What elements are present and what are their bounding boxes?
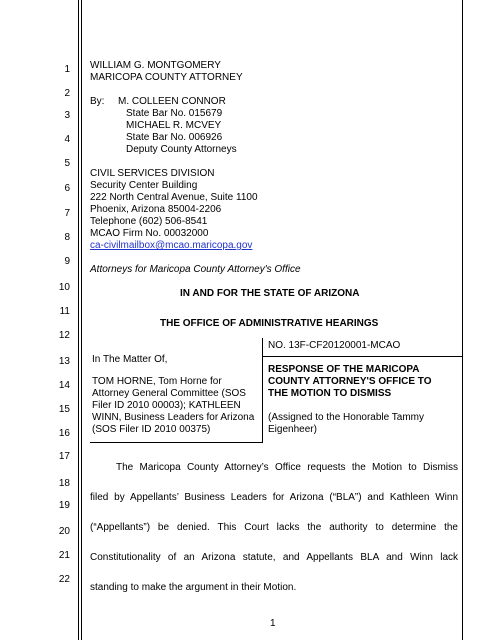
email-link[interactable]: ca-civilmailbox@mcao.maricopa.gov xyxy=(90,240,253,251)
body-line: The Maricopa County Attorney’s Office requests the Motion to Dismiss xyxy=(116,462,458,473)
line-number: 8 xyxy=(64,232,70,243)
line-number: 10 xyxy=(58,282,70,293)
by-line: M. COLLEEN CONNOR xyxy=(118,96,226,107)
by-line: Deputy County Attorneys xyxy=(126,144,237,155)
line-number: 7 xyxy=(64,208,70,219)
division-line: Telephone (602) 506-8541 xyxy=(90,216,208,227)
line-number: 6 xyxy=(64,183,70,194)
attorneys-for: Attorneys for Maricopa County Attorney's Office xyxy=(90,264,301,275)
line-number: 16 xyxy=(58,428,70,439)
line-number: 20 xyxy=(58,526,70,537)
court-heading: IN AND FOR THE STATE OF ARIZONA xyxy=(180,288,360,299)
response-title: THE MOTION TO DISMISS xyxy=(268,388,392,399)
division-line: Security Center Building xyxy=(90,180,198,191)
line-number: 4 xyxy=(64,134,70,145)
line-number: 11 xyxy=(59,306,70,317)
line-number: 2 xyxy=(64,88,70,99)
caption-divider xyxy=(262,356,462,357)
attorney-office: MARICOPA COUNTY ATTORNEY xyxy=(90,72,243,83)
party-line: Filer ID 2010 00003); KATHLEEN xyxy=(92,400,241,411)
by-line: State Bar No. 015679 xyxy=(126,108,223,119)
party-line: WINN, Business Leaders for Arizona xyxy=(92,412,255,423)
assigned-line: Eigenheer) xyxy=(268,424,317,435)
by-line: State Bar No. 006926 xyxy=(126,132,223,143)
line-number: 22 xyxy=(58,574,70,585)
attorney-name: WILLIAM G. MONTGOMERY xyxy=(90,60,221,71)
body-line: filed by Appellants’ Business Leaders for Arizona (“BLA”) and Kathleen Winn xyxy=(90,492,458,503)
division-line: MCAO Firm No. 00032000 xyxy=(90,228,209,239)
by-label: By: xyxy=(90,96,105,107)
by-line: MICHAEL R. MCVEY xyxy=(126,120,222,131)
body-line: Constitutionality of an Arizona statute, and Appellants BLA and Winn lack xyxy=(90,552,458,563)
response-title: COUNTY ATTORNEY'S OFFICE TO xyxy=(268,376,432,387)
line-number: 14 xyxy=(58,380,70,391)
page-number: 1 xyxy=(270,618,276,629)
party-line: TOM HORNE, Tom Horne for xyxy=(92,376,222,387)
line-number: 12 xyxy=(58,330,70,341)
margin-rule-left-outer xyxy=(78,0,79,640)
margin-rule-right xyxy=(462,0,463,640)
line-number: 19 xyxy=(58,500,70,511)
matter-label: In The Matter Of, xyxy=(92,354,168,365)
line-number: 17 xyxy=(58,451,70,462)
division-line: CIVIL SERVICES DIVISION xyxy=(90,168,215,179)
party-line: (SOS Filer ID 2010 00375) xyxy=(92,424,211,435)
line-number: 13 xyxy=(58,356,70,367)
division-line: 222 North Central Avenue, Suite 1100 xyxy=(90,192,258,203)
line-number: 9 xyxy=(64,256,70,267)
assigned-line: (Assigned to the Honorable Tammy xyxy=(268,412,425,423)
margin-rule-left-inner xyxy=(81,0,82,640)
party-line: Attorney General Committee (SOS xyxy=(92,388,246,399)
response-title: RESPONSE OF THE MARICOPA xyxy=(268,364,420,375)
case-number: NO. 13F-CF20120001-MCAO xyxy=(268,340,401,351)
line-number: 15 xyxy=(58,404,70,415)
line-number: 21 xyxy=(58,550,70,561)
line-number: 18 xyxy=(58,478,70,489)
line-number: 1 xyxy=(64,64,70,75)
division-line: Phoenix, Arizona 85004-2206 xyxy=(90,204,222,215)
court-subheading: THE OFFICE OF ADMINISTRATIVE HEARINGS xyxy=(160,318,379,329)
body-line: (“Appellants”) be denied. This Court lacks the authority to determine the xyxy=(90,522,458,533)
line-number: 5 xyxy=(64,158,70,169)
body-line: standing to make the argument in their Motion. xyxy=(90,582,297,593)
line-number: 3 xyxy=(64,110,70,121)
